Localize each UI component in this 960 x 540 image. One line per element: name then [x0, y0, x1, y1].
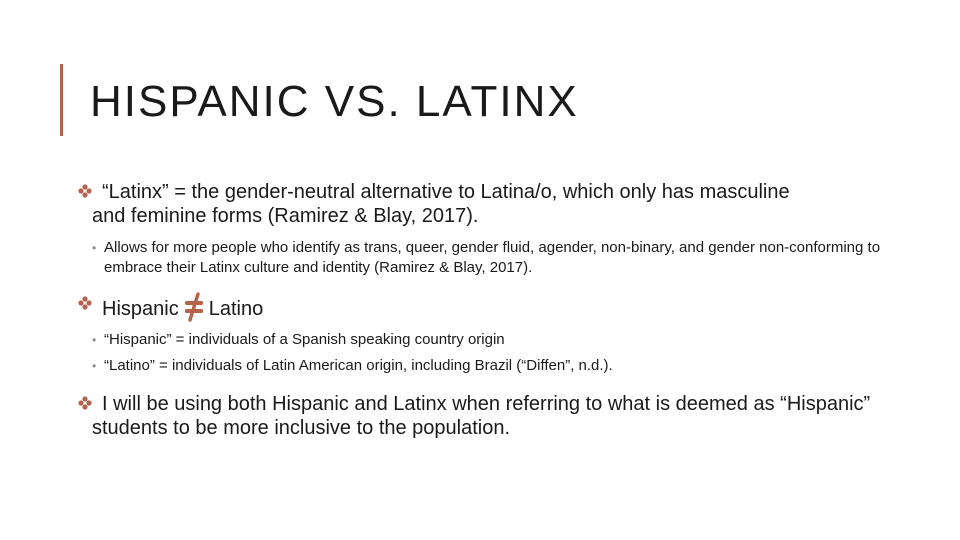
diamond-bullet-icon — [78, 184, 92, 198]
not-equal-icon — [183, 292, 205, 322]
bullet-latinx-definition — [84, 180, 884, 228]
bullet-usage-note — [84, 392, 884, 440]
sub-bullet-marker: • — [92, 359, 97, 373]
sub-bullet-marker: • — [92, 241, 97, 255]
diamond-bullet-icon — [78, 396, 92, 410]
slide-body — [84, 180, 884, 440]
sub-bullet-text: “Hispanic” = individuals of a Spanish speaking country origin — [104, 331, 505, 348]
latino-label: Latino — [208, 298, 264, 320]
sub-bullet-text: Allows for more people who identify as trans, queer, gender fluid, agender, non-binary, and gender non-conforming to embrace their Latinx culture and identity (Ramirez & Blay, 2017). — [104, 239, 881, 276]
slide-title: HISPANIC VS. LATINX — [90, 77, 579, 126]
bullet-text: “Latinx” = the gender-neutral alternative to Latina/o, which only has masculine and feminine forms (Ramirez & Blay, 2017). — [92, 181, 790, 227]
hispanic-label: Hispanic — [102, 298, 179, 320]
sub-bullet — [84, 238, 884, 278]
bullet-hispanic-vs-latino — [84, 292, 884, 322]
sub-bullet — [84, 330, 884, 350]
title-accent-bar — [60, 64, 63, 136]
sub-bullet — [84, 356, 884, 376]
sub-bullet-marker: • — [92, 333, 97, 347]
diamond-bullet-icon — [78, 296, 92, 310]
sub-bullet-text: “Latino” = individuals of Latin American origin, including Brazil (“Diffen”, n.d.). — [104, 357, 613, 374]
bullet-text: I will be using both Hispanic and Latinx when referring to what is deemed as “Hispanic” students to be more inclusive to the population. — [92, 393, 871, 439]
